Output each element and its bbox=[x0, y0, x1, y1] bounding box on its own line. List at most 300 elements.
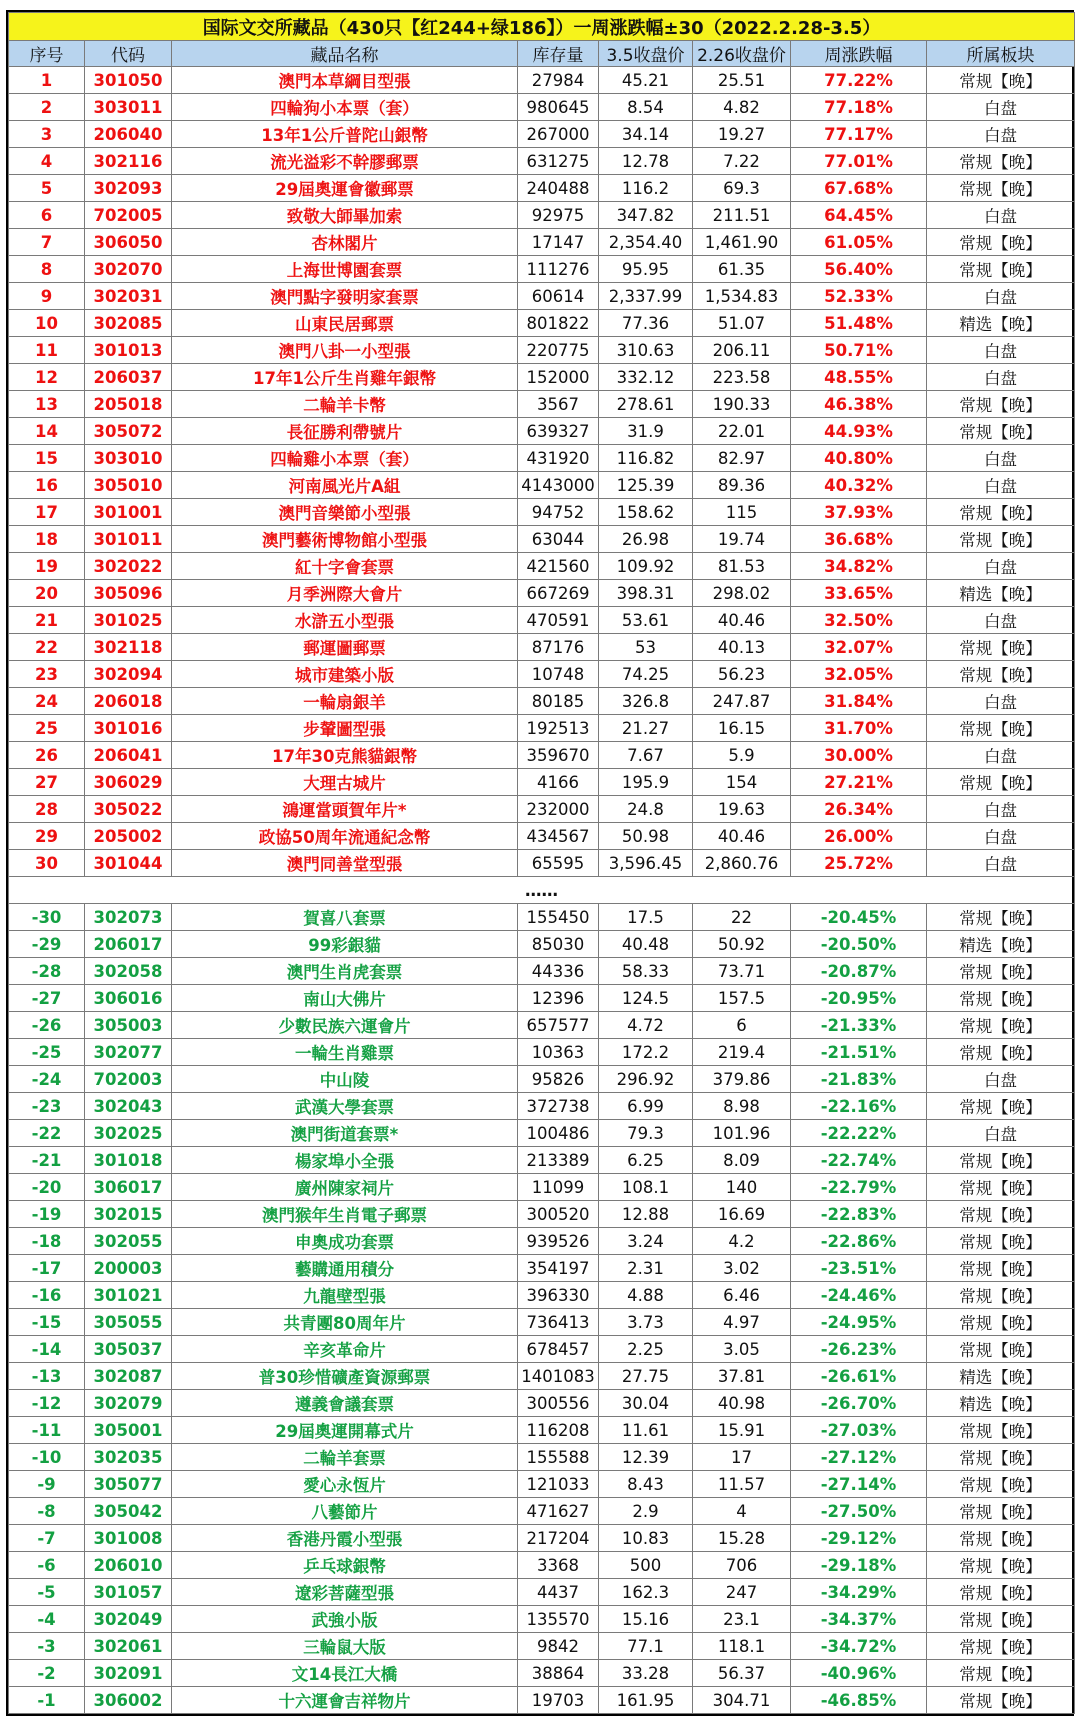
cell-index: 7 bbox=[9, 229, 85, 256]
cell-close-0305: 3,596.45 bbox=[599, 850, 693, 877]
cell-close-0305: 30.04 bbox=[599, 1390, 693, 1417]
cell-stock: 678457 bbox=[518, 1336, 599, 1363]
cell-code: 302118 bbox=[85, 634, 172, 661]
cell-board: 白盘 bbox=[927, 121, 1075, 148]
cell-close-0305: 6.25 bbox=[599, 1147, 693, 1174]
cell-close-0226: 61.35 bbox=[693, 256, 791, 283]
cell-weekly-change: -34.72% bbox=[791, 1633, 927, 1660]
cell-close-0305: 77.36 bbox=[599, 310, 693, 337]
cell-board: 常规【晚】 bbox=[927, 1660, 1075, 1687]
cell-stock: 470591 bbox=[518, 607, 599, 634]
cell-weekly-change: 64.45% bbox=[791, 202, 927, 229]
cell-close-0226: 4 bbox=[693, 1498, 791, 1525]
cell-close-0305: 15.16 bbox=[599, 1606, 693, 1633]
cell-weekly-change: 77.22% bbox=[791, 67, 927, 94]
cell-close-0305: 2.31 bbox=[599, 1255, 693, 1282]
cell-stock: 359670 bbox=[518, 742, 599, 769]
cell-stock: 60614 bbox=[518, 283, 599, 310]
header-close-0305: 3.5收盘价 bbox=[599, 41, 693, 67]
cell-name: 澳門猴年生肖電子郵票 bbox=[172, 1201, 518, 1228]
cell-board: 白盘 bbox=[927, 850, 1075, 877]
cell-name: 普30珍惜礦產資源郵票 bbox=[172, 1363, 518, 1390]
cell-weekly-change: 26.00% bbox=[791, 823, 927, 850]
cell-index: -24 bbox=[9, 1066, 85, 1093]
table-row bbox=[9, 661, 1075, 688]
cell-code: 302116 bbox=[85, 148, 172, 175]
cell-name: 武強小版 bbox=[172, 1606, 518, 1633]
cell-stock: 17147 bbox=[518, 229, 599, 256]
cell-name: 城市建築小版 bbox=[172, 661, 518, 688]
cell-stock: 95826 bbox=[518, 1066, 599, 1093]
cell-name: 長征勝利帶號片 bbox=[172, 418, 518, 445]
cell-index: -6 bbox=[9, 1552, 85, 1579]
table-row bbox=[9, 283, 1075, 310]
cell-weekly-change: -24.46% bbox=[791, 1282, 927, 1309]
cell-close-0226: 56.23 bbox=[693, 661, 791, 688]
cell-name: 賀喜八套票 bbox=[172, 904, 518, 931]
cell-index: 4 bbox=[9, 148, 85, 175]
cell-weekly-change: -24.95% bbox=[791, 1309, 927, 1336]
cell-board: 常规【晚】 bbox=[927, 715, 1075, 742]
cell-index: 16 bbox=[9, 472, 85, 499]
cell-weekly-change: -34.37% bbox=[791, 1606, 927, 1633]
cell-code: 301018 bbox=[85, 1147, 172, 1174]
cell-close-0226: 379.86 bbox=[693, 1066, 791, 1093]
cell-weekly-change: -27.14% bbox=[791, 1471, 927, 1498]
cell-stock: 232000 bbox=[518, 796, 599, 823]
cell-board: 白盘 bbox=[927, 283, 1075, 310]
cell-weekly-change: -21.33% bbox=[791, 1012, 927, 1039]
cell-name: 文14長江大橋 bbox=[172, 1660, 518, 1687]
cell-name: 遵義會議套票 bbox=[172, 1390, 518, 1417]
cell-stock: 1401083 bbox=[518, 1363, 599, 1390]
cell-index: -28 bbox=[9, 958, 85, 985]
cell-index: -4 bbox=[9, 1606, 85, 1633]
cell-name: 政協50周年流通紀念幣 bbox=[172, 823, 518, 850]
cell-index: -13 bbox=[9, 1363, 85, 1390]
cell-name: 澳門八卦一小型張 bbox=[172, 337, 518, 364]
cell-code: 306029 bbox=[85, 769, 172, 796]
table-row bbox=[9, 1498, 1075, 1525]
cell-close-0226: 40.98 bbox=[693, 1390, 791, 1417]
cell-board: 常规【晚】 bbox=[927, 175, 1075, 202]
cell-weekly-change: 31.84% bbox=[791, 688, 927, 715]
cell-name: 中山陵 bbox=[172, 1066, 518, 1093]
cell-code: 205002 bbox=[85, 823, 172, 850]
cell-code: 205018 bbox=[85, 391, 172, 418]
cell-code: 305096 bbox=[85, 580, 172, 607]
cell-board: 常规【晚】 bbox=[927, 1633, 1075, 1660]
cell-weekly-change: 32.05% bbox=[791, 661, 927, 688]
cell-index: 17 bbox=[9, 499, 85, 526]
cell-stock: 10363 bbox=[518, 1039, 599, 1066]
cell-index: -18 bbox=[9, 1228, 85, 1255]
cell-stock: 4437 bbox=[518, 1579, 599, 1606]
cell-stock: 3567 bbox=[518, 391, 599, 418]
cell-name: 杏林閣片 bbox=[172, 229, 518, 256]
table-row bbox=[9, 202, 1075, 229]
cell-close-0226: 69.3 bbox=[693, 175, 791, 202]
cell-board: 常规【晚】 bbox=[927, 1255, 1075, 1282]
cell-close-0305: 95.95 bbox=[599, 256, 693, 283]
cell-weekly-change: 27.21% bbox=[791, 769, 927, 796]
cell-stock: 354197 bbox=[518, 1255, 599, 1282]
cell-code: 206037 bbox=[85, 364, 172, 391]
cell-index: 8 bbox=[9, 256, 85, 283]
cell-close-0305: 26.98 bbox=[599, 526, 693, 553]
cell-weekly-change: 77.01% bbox=[791, 148, 927, 175]
table-row bbox=[9, 1471, 1075, 1498]
cell-close-0305: 34.14 bbox=[599, 121, 693, 148]
cell-close-0226: 3.02 bbox=[693, 1255, 791, 1282]
cell-stock: 220775 bbox=[518, 337, 599, 364]
cell-close-0305: 77.1 bbox=[599, 1633, 693, 1660]
cell-name: 澳門生肖虎套票 bbox=[172, 958, 518, 985]
cell-code: 301016 bbox=[85, 715, 172, 742]
cell-stock: 631275 bbox=[518, 148, 599, 175]
cell-stock: 155588 bbox=[518, 1444, 599, 1471]
cell-board: 常规【晚】 bbox=[927, 1471, 1075, 1498]
cell-index: 25 bbox=[9, 715, 85, 742]
cell-board: 白盘 bbox=[927, 553, 1075, 580]
cell-close-0226: 7.22 bbox=[693, 148, 791, 175]
cell-index: -2 bbox=[9, 1660, 85, 1687]
cell-stock: 421560 bbox=[518, 553, 599, 580]
cell-name: 澳門街道套票* bbox=[172, 1120, 518, 1147]
cell-code: 302091 bbox=[85, 1660, 172, 1687]
table-row bbox=[9, 985, 1075, 1012]
cell-code: 301050 bbox=[85, 67, 172, 94]
cell-name: 十六運會吉祥物片 bbox=[172, 1687, 518, 1714]
cell-close-0305: 162.3 bbox=[599, 1579, 693, 1606]
cell-index: 30 bbox=[9, 850, 85, 877]
cell-close-0226: 706 bbox=[693, 1552, 791, 1579]
table-row bbox=[9, 1012, 1075, 1039]
cell-close-0226: 51.07 bbox=[693, 310, 791, 337]
cell-board: 常规【晚】 bbox=[927, 1552, 1075, 1579]
cell-close-0305: 2.25 bbox=[599, 1336, 693, 1363]
cell-code: 302035 bbox=[85, 1444, 172, 1471]
table-row bbox=[9, 796, 1075, 823]
cell-stock: 9842 bbox=[518, 1633, 599, 1660]
header-name: 藏品名称 bbox=[172, 41, 518, 67]
cell-close-0226: 37.81 bbox=[693, 1363, 791, 1390]
cell-index: 10 bbox=[9, 310, 85, 337]
cell-close-0226: 19.63 bbox=[693, 796, 791, 823]
cell-close-0226: 23.1 bbox=[693, 1606, 791, 1633]
cell-name: 水滸五小型張 bbox=[172, 607, 518, 634]
cell-close-0305: 172.2 bbox=[599, 1039, 693, 1066]
cell-close-0305: 21.27 bbox=[599, 715, 693, 742]
cell-close-0305: 33.28 bbox=[599, 1660, 693, 1687]
table-row bbox=[9, 1363, 1075, 1390]
cell-name: 紅十字會套票 bbox=[172, 553, 518, 580]
cell-board: 精选【晚】 bbox=[927, 931, 1075, 958]
cell-close-0305: 278.61 bbox=[599, 391, 693, 418]
cell-board: 精选【晚】 bbox=[927, 580, 1075, 607]
cell-stock: 12396 bbox=[518, 985, 599, 1012]
cell-stock: 27984 bbox=[518, 67, 599, 94]
separator-row bbox=[9, 877, 1075, 904]
cell-index: -9 bbox=[9, 1471, 85, 1498]
cell-stock: 100486 bbox=[518, 1120, 599, 1147]
cell-close-0305: 109.92 bbox=[599, 553, 693, 580]
cell-stock: 657577 bbox=[518, 1012, 599, 1039]
table-row bbox=[9, 1201, 1075, 1228]
cell-name: 乒乓球銀幣 bbox=[172, 1552, 518, 1579]
cell-board: 常规【晚】 bbox=[927, 1525, 1075, 1552]
cell-stock: 85030 bbox=[518, 931, 599, 958]
header-close-0226: 2.26收盘价 bbox=[693, 41, 791, 67]
cell-weekly-change: 36.68% bbox=[791, 526, 927, 553]
cell-code: 302070 bbox=[85, 256, 172, 283]
cell-index: -20 bbox=[9, 1174, 85, 1201]
cell-board: 常规【晚】 bbox=[927, 1606, 1075, 1633]
cell-board: 常规【晚】 bbox=[927, 904, 1075, 931]
cell-name: 澳門本草綱目型張 bbox=[172, 67, 518, 94]
cell-code: 206010 bbox=[85, 1552, 172, 1579]
cell-code: 301057 bbox=[85, 1579, 172, 1606]
cell-index: -8 bbox=[9, 1498, 85, 1525]
cell-stock: 44336 bbox=[518, 958, 599, 985]
cell-board: 常规【晚】 bbox=[927, 1174, 1075, 1201]
cell-board: 常规【晚】 bbox=[927, 661, 1075, 688]
cell-weekly-change: -29.18% bbox=[791, 1552, 927, 1579]
cell-index: 22 bbox=[9, 634, 85, 661]
table-row bbox=[9, 1174, 1075, 1201]
cell-board: 常规【晚】 bbox=[927, 1309, 1075, 1336]
cell-name: 澳門點字發明家套票 bbox=[172, 283, 518, 310]
cell-stock: 152000 bbox=[518, 364, 599, 391]
cell-close-0305: 31.9 bbox=[599, 418, 693, 445]
cell-stock: 63044 bbox=[518, 526, 599, 553]
cell-close-0305: 125.39 bbox=[599, 472, 693, 499]
cell-index: 2 bbox=[9, 94, 85, 121]
cell-board: 常规【晚】 bbox=[927, 1579, 1075, 1606]
cell-close-0226: 11.57 bbox=[693, 1471, 791, 1498]
cell-stock: 372738 bbox=[518, 1093, 599, 1120]
cell-weekly-change: -27.03% bbox=[791, 1417, 927, 1444]
cell-weekly-change: -34.29% bbox=[791, 1579, 927, 1606]
cell-close-0305: 116.82 bbox=[599, 445, 693, 472]
cell-index: 29 bbox=[9, 823, 85, 850]
cell-name: 山東民居郵票 bbox=[172, 310, 518, 337]
cell-index: 26 bbox=[9, 742, 85, 769]
table-row bbox=[9, 1228, 1075, 1255]
cell-index: -26 bbox=[9, 1012, 85, 1039]
cell-close-0305: 6.99 bbox=[599, 1093, 693, 1120]
cell-board: 白盘 bbox=[927, 364, 1075, 391]
cell-name: 申奧成功套票 bbox=[172, 1228, 518, 1255]
cell-code: 301011 bbox=[85, 526, 172, 553]
table-row bbox=[9, 445, 1075, 472]
cell-index: -17 bbox=[9, 1255, 85, 1282]
table-row bbox=[9, 1282, 1075, 1309]
table-row bbox=[9, 553, 1075, 580]
cell-close-0226: 6 bbox=[693, 1012, 791, 1039]
cell-name: 致敬大師畢加索 bbox=[172, 202, 518, 229]
cell-index: 21 bbox=[9, 607, 85, 634]
cell-name: 廣州陳家祠片 bbox=[172, 1174, 518, 1201]
cell-stock: 639327 bbox=[518, 418, 599, 445]
cell-close-0226: 101.96 bbox=[693, 1120, 791, 1147]
header-index: 序号 bbox=[9, 41, 85, 67]
cell-stock: 667269 bbox=[518, 580, 599, 607]
table-row bbox=[9, 391, 1075, 418]
cell-close-0305: 24.8 bbox=[599, 796, 693, 823]
table-row bbox=[9, 1336, 1075, 1363]
cell-stock: 4166 bbox=[518, 769, 599, 796]
table-row bbox=[9, 931, 1075, 958]
table-row bbox=[9, 580, 1075, 607]
cell-name: 共青團80周年片 bbox=[172, 1309, 518, 1336]
cell-stock: 11099 bbox=[518, 1174, 599, 1201]
cell-board: 白盘 bbox=[927, 742, 1075, 769]
cell-code: 305072 bbox=[85, 418, 172, 445]
cell-close-0226: 40.46 bbox=[693, 823, 791, 850]
cell-board: 常规【晚】 bbox=[927, 1498, 1075, 1525]
cell-code: 305001 bbox=[85, 1417, 172, 1444]
cell-weekly-change: 30.00% bbox=[791, 742, 927, 769]
cell-close-0226: 8.09 bbox=[693, 1147, 791, 1174]
cell-weekly-change: -22.86% bbox=[791, 1228, 927, 1255]
cell-board: 白盘 bbox=[927, 1066, 1075, 1093]
cell-close-0305: 10.83 bbox=[599, 1525, 693, 1552]
cell-weekly-change: 33.65% bbox=[791, 580, 927, 607]
cell-stock: 94752 bbox=[518, 499, 599, 526]
cell-code: 302077 bbox=[85, 1039, 172, 1066]
cell-close-0226: 3.05 bbox=[693, 1336, 791, 1363]
cell-index: -5 bbox=[9, 1579, 85, 1606]
cell-code: 206018 bbox=[85, 688, 172, 715]
cell-close-0226: 19.74 bbox=[693, 526, 791, 553]
cell-index: 1 bbox=[9, 67, 85, 94]
table-row bbox=[9, 1579, 1075, 1606]
cell-board: 常规【晚】 bbox=[927, 958, 1075, 985]
cell-code: 702005 bbox=[85, 202, 172, 229]
cell-close-0226: 247.87 bbox=[693, 688, 791, 715]
cell-code: 306050 bbox=[85, 229, 172, 256]
cell-code: 303011 bbox=[85, 94, 172, 121]
cell-index: 19 bbox=[9, 553, 85, 580]
table-row bbox=[9, 742, 1075, 769]
cell-close-0226: 2,860.76 bbox=[693, 850, 791, 877]
cell-index: 12 bbox=[9, 364, 85, 391]
cell-board: 常规【晚】 bbox=[927, 1687, 1075, 1714]
cell-code: 302094 bbox=[85, 661, 172, 688]
cell-name: 99彩銀貓 bbox=[172, 931, 518, 958]
cell-index: -21 bbox=[9, 1147, 85, 1174]
table-row bbox=[9, 1120, 1075, 1147]
cell-index: 13 bbox=[9, 391, 85, 418]
cell-close-0305: 2,354.40 bbox=[599, 229, 693, 256]
table-row bbox=[9, 1255, 1075, 1282]
cell-name: 藝購通用積分 bbox=[172, 1255, 518, 1282]
cell-code: 302073 bbox=[85, 904, 172, 931]
cell-board: 白盘 bbox=[927, 202, 1075, 229]
cell-weekly-change: 37.93% bbox=[791, 499, 927, 526]
cell-index: 14 bbox=[9, 418, 85, 445]
cell-name: 澳門同善堂型張 bbox=[172, 850, 518, 877]
cell-code: 302015 bbox=[85, 1201, 172, 1228]
cell-stock: 217204 bbox=[518, 1525, 599, 1552]
cell-close-0226: 40.13 bbox=[693, 634, 791, 661]
cell-close-0226: 4.82 bbox=[693, 94, 791, 121]
cell-board: 常规【晚】 bbox=[927, 1444, 1075, 1471]
cell-index: -30 bbox=[9, 904, 85, 931]
cell-code: 302031 bbox=[85, 283, 172, 310]
cell-code: 301025 bbox=[85, 607, 172, 634]
cell-name: 13年1公斤普陀山銀幣 bbox=[172, 121, 518, 148]
cell-name: 二輪羊套票 bbox=[172, 1444, 518, 1471]
cell-name: 愛心永恆片 bbox=[172, 1471, 518, 1498]
cell-close-0305: 161.95 bbox=[599, 1687, 693, 1714]
cell-code: 200003 bbox=[85, 1255, 172, 1282]
cell-board: 常规【晚】 bbox=[927, 526, 1075, 553]
cell-code: 306017 bbox=[85, 1174, 172, 1201]
table-row bbox=[9, 769, 1075, 796]
cell-board: 常规【晚】 bbox=[927, 256, 1075, 283]
cell-code: 302093 bbox=[85, 175, 172, 202]
cell-close-0226: 247 bbox=[693, 1579, 791, 1606]
cell-close-0305: 11.61 bbox=[599, 1417, 693, 1444]
cell-board: 常规【晚】 bbox=[927, 634, 1075, 661]
cell-weekly-change: 32.50% bbox=[791, 607, 927, 634]
cell-name: 鴻運當頭賀年片* bbox=[172, 796, 518, 823]
table-row bbox=[9, 634, 1075, 661]
cell-close-0305: 158.62 bbox=[599, 499, 693, 526]
cell-index: -7 bbox=[9, 1525, 85, 1552]
cell-close-0305: 2.9 bbox=[599, 1498, 693, 1525]
cell-index: 24 bbox=[9, 688, 85, 715]
cell-weekly-change: 44.93% bbox=[791, 418, 927, 445]
cell-close-0305: 310.63 bbox=[599, 337, 693, 364]
cell-close-0305: 53 bbox=[599, 634, 693, 661]
cell-stock: 19703 bbox=[518, 1687, 599, 1714]
cell-name: 29屆奧運會徽郵票 bbox=[172, 175, 518, 202]
table-row bbox=[9, 1039, 1075, 1066]
cell-close-0226: 81.53 bbox=[693, 553, 791, 580]
cell-board: 精选【晚】 bbox=[927, 310, 1075, 337]
table-row bbox=[9, 121, 1075, 148]
cell-weekly-change: -26.23% bbox=[791, 1336, 927, 1363]
cell-name: 17年1公斤生肖雞年銀幣 bbox=[172, 364, 518, 391]
cell-close-0305: 296.92 bbox=[599, 1066, 693, 1093]
cell-board: 白盘 bbox=[927, 688, 1075, 715]
cell-board: 白盘 bbox=[927, 472, 1075, 499]
table-row bbox=[9, 499, 1075, 526]
table-row bbox=[9, 1444, 1075, 1471]
cell-close-0305: 124.5 bbox=[599, 985, 693, 1012]
cell-close-0226: 5.9 bbox=[693, 742, 791, 769]
cell-stock: 111276 bbox=[518, 256, 599, 283]
cell-stock: 92975 bbox=[518, 202, 599, 229]
cell-close-0226: 82.97 bbox=[693, 445, 791, 472]
cell-code: 206017 bbox=[85, 931, 172, 958]
cell-name: 澳門音樂節小型張 bbox=[172, 499, 518, 526]
cell-weekly-change: -22.79% bbox=[791, 1174, 927, 1201]
cell-close-0226: 140 bbox=[693, 1174, 791, 1201]
table-row bbox=[9, 904, 1075, 931]
cell-stock: 192513 bbox=[518, 715, 599, 742]
cell-weekly-change: -20.45% bbox=[791, 904, 927, 931]
cell-stock: 65595 bbox=[518, 850, 599, 877]
table-row bbox=[9, 1660, 1075, 1687]
cell-close-0226: 4.97 bbox=[693, 1309, 791, 1336]
table-row bbox=[9, 67, 1075, 94]
cell-index: -23 bbox=[9, 1093, 85, 1120]
cell-weekly-change: 46.38% bbox=[791, 391, 927, 418]
